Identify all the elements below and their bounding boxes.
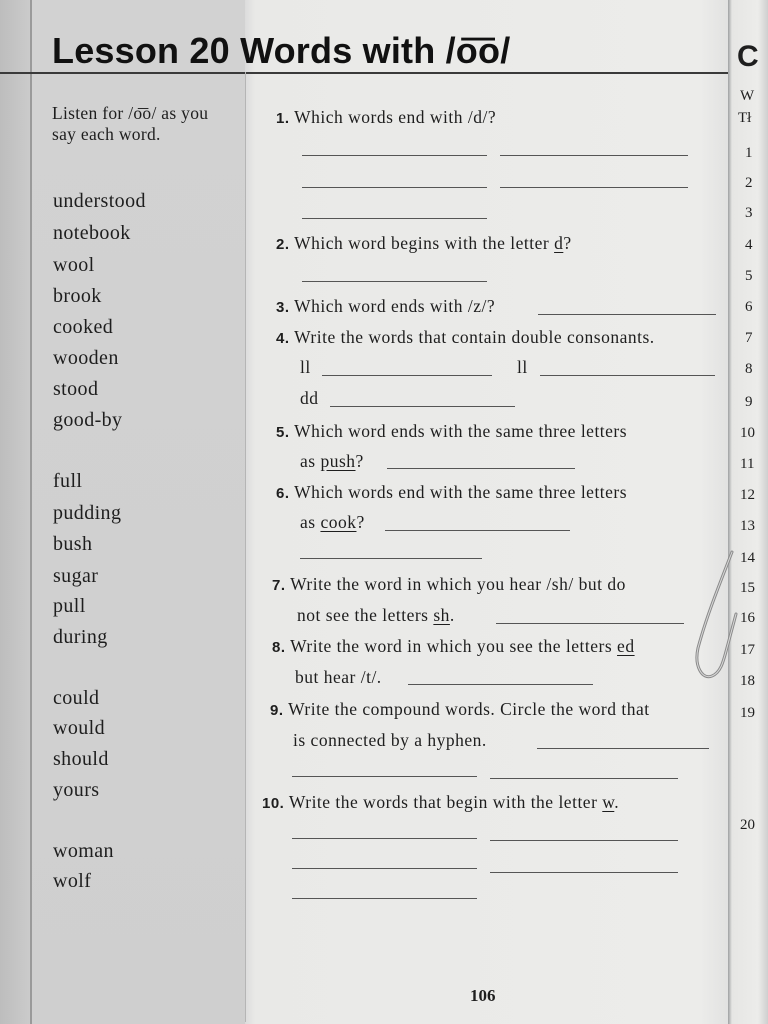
- question-number: 5.: [276, 424, 290, 441]
- answer-line[interactable]: [490, 840, 678, 841]
- answer-line[interactable]: [302, 187, 487, 188]
- word-list-item: sugar: [53, 565, 99, 587]
- page-edge: [0, 0, 30, 1024]
- question-number: 6.: [276, 485, 290, 502]
- question-text: Which words end with /d/?: [294, 107, 497, 127]
- question-punct: .: [614, 792, 620, 812]
- answer-line[interactable]: [387, 468, 575, 469]
- facing-page-number: 5: [745, 268, 753, 284]
- underlined-letter: w: [602, 792, 615, 812]
- word-list-item: notebook: [53, 222, 131, 244]
- question-punct: .: [449, 605, 455, 625]
- page-title: Lesson 20 Words with /o͞o/: [52, 30, 511, 71]
- question-number: 7.: [272, 577, 286, 594]
- question-2: [276, 233, 572, 254]
- question-10: [262, 792, 619, 813]
- facing-page-number: 19: [740, 705, 755, 721]
- underlined-letters: sh: [433, 605, 450, 625]
- underlined-word: push: [320, 451, 356, 471]
- answer-line[interactable]: [496, 623, 684, 624]
- question-text: as: [300, 512, 321, 532]
- question-9: [270, 699, 650, 720]
- facing-page-number: 9: [745, 394, 753, 410]
- question-4: [276, 327, 655, 348]
- underlined-word: cook: [320, 512, 357, 532]
- answer-line[interactable]: [538, 314, 716, 315]
- word-list-item: good-by: [53, 409, 123, 431]
- question-8: [272, 636, 635, 657]
- facing-page-number: 12: [740, 487, 755, 503]
- facing-page-number: 6: [745, 299, 753, 315]
- answer-line[interactable]: [292, 868, 477, 869]
- answer-line[interactable]: [500, 155, 688, 156]
- answer-line[interactable]: [292, 898, 477, 899]
- question-9-line-2: is connected by a hyphen.: [293, 730, 487, 750]
- answer-line[interactable]: [292, 838, 477, 839]
- question-text: Write the words that begin with the letter: [288, 792, 603, 812]
- question-number: 9.: [270, 702, 284, 719]
- answer-line[interactable]: [385, 530, 570, 531]
- facing-page-number: 2: [745, 175, 753, 191]
- answer-line[interactable]: [537, 748, 709, 749]
- facing-page-number: 20: [740, 817, 755, 833]
- question-number: 2.: [276, 236, 290, 253]
- label-ll: ll: [300, 357, 311, 377]
- question-punct: ?: [356, 512, 365, 532]
- facing-page-heading-letter: C: [737, 40, 759, 73]
- question-punct: ?: [355, 451, 364, 471]
- facing-page-number: 11: [740, 456, 755, 472]
- question-text: Which words end with the same three letters: [294, 482, 628, 502]
- word-list-item: full: [53, 470, 83, 492]
- title-rule: [0, 72, 738, 74]
- question-3: [276, 296, 495, 317]
- word-list-item: wooden: [53, 347, 119, 369]
- word-list-item: understood: [53, 190, 146, 212]
- answer-line[interactable]: [302, 281, 487, 282]
- question-number: 8.: [272, 639, 286, 656]
- facing-page-number: 10: [740, 425, 755, 441]
- question-8-line-2: but hear /t/.: [295, 667, 382, 687]
- answer-line[interactable]: [302, 155, 487, 156]
- answer-line[interactable]: [408, 684, 593, 685]
- question-text: not see the letters: [297, 605, 434, 625]
- facing-page-number: 7: [745, 330, 753, 346]
- answer-line[interactable]: [322, 375, 492, 376]
- word-list-item: wolf: [53, 870, 92, 892]
- question-6: [276, 482, 627, 503]
- facing-page-number: 15: [740, 580, 755, 596]
- answer-line[interactable]: [490, 778, 678, 779]
- paper-clip-icon: [688, 548, 738, 688]
- word-list-item: would: [53, 717, 105, 739]
- word-list-item: during: [53, 626, 108, 648]
- label-ll: ll: [517, 357, 528, 377]
- word-list-item: pull: [53, 595, 86, 617]
- answer-line[interactable]: [540, 375, 715, 376]
- question-number: 3.: [276, 299, 290, 316]
- underlined-letter: d: [554, 233, 564, 253]
- answer-line[interactable]: [300, 558, 482, 559]
- question-7: [272, 574, 626, 595]
- facing-page-subheading: Tł: [738, 110, 752, 126]
- facing-page-number: 3: [745, 205, 753, 221]
- answer-line[interactable]: [292, 776, 477, 777]
- facing-page-number: 13: [740, 518, 755, 534]
- question-text: Which word ends with /z/?: [294, 296, 496, 316]
- word-list-item: cooked: [53, 316, 114, 338]
- facing-page-number: 8: [745, 361, 753, 377]
- facing-page-number: 1: [745, 145, 753, 161]
- question-punct: ?: [563, 233, 572, 253]
- question-text: Which word begins with the letter: [294, 233, 555, 253]
- answer-line[interactable]: [302, 218, 487, 219]
- question-number: 1.: [276, 110, 290, 127]
- label-dd: dd: [300, 388, 319, 408]
- word-list-item: brook: [53, 285, 102, 307]
- answer-line[interactable]: [500, 187, 688, 188]
- word-list-item: pudding: [53, 502, 122, 524]
- question-5-line-2: [300, 451, 364, 472]
- question-6-line-2: [300, 512, 365, 533]
- question-number: 4.: [276, 330, 290, 347]
- word-list-item: woman: [53, 840, 114, 862]
- facing-page-number: 17: [740, 642, 755, 658]
- answer-line[interactable]: [330, 406, 515, 407]
- word-list-item: bush: [53, 533, 93, 555]
- word-list-item: wool: [53, 254, 95, 276]
- question-text: Which word ends with the same three letters: [294, 421, 628, 441]
- word-list-item: should: [53, 748, 109, 770]
- facing-page-number: 16: [740, 610, 755, 626]
- question-text: Write the word in which you hear /sh/ but do: [290, 574, 626, 594]
- question-5: [276, 421, 627, 442]
- facing-page-number: 4: [745, 237, 753, 253]
- page-number: 106: [470, 986, 496, 1005]
- facing-page-number: 14: [740, 550, 755, 566]
- question-1: [276, 107, 496, 128]
- question-text: Write the word in which you see the letters: [290, 636, 618, 656]
- word-list-item: stood: [53, 378, 99, 400]
- word-list-item: yours: [53, 779, 100, 801]
- facing-page-subheading: W: [740, 88, 755, 104]
- facing-page-number: 18: [740, 673, 755, 689]
- instruction-text: Listen for /o͞o/ as you say each word.: [52, 103, 209, 144]
- column-divider: [245, 72, 246, 1022]
- answer-line[interactable]: [490, 872, 678, 873]
- question-text: Write the compound words. Circle the word that: [288, 699, 650, 719]
- word-list-item: could: [53, 687, 100, 709]
- question-number: 10.: [262, 795, 285, 812]
- underlined-letters: ed: [617, 636, 635, 656]
- question-text: Write the words that contain double consonants.: [294, 327, 655, 347]
- question-text: as: [300, 451, 321, 471]
- question-7-line-2: [297, 605, 455, 626]
